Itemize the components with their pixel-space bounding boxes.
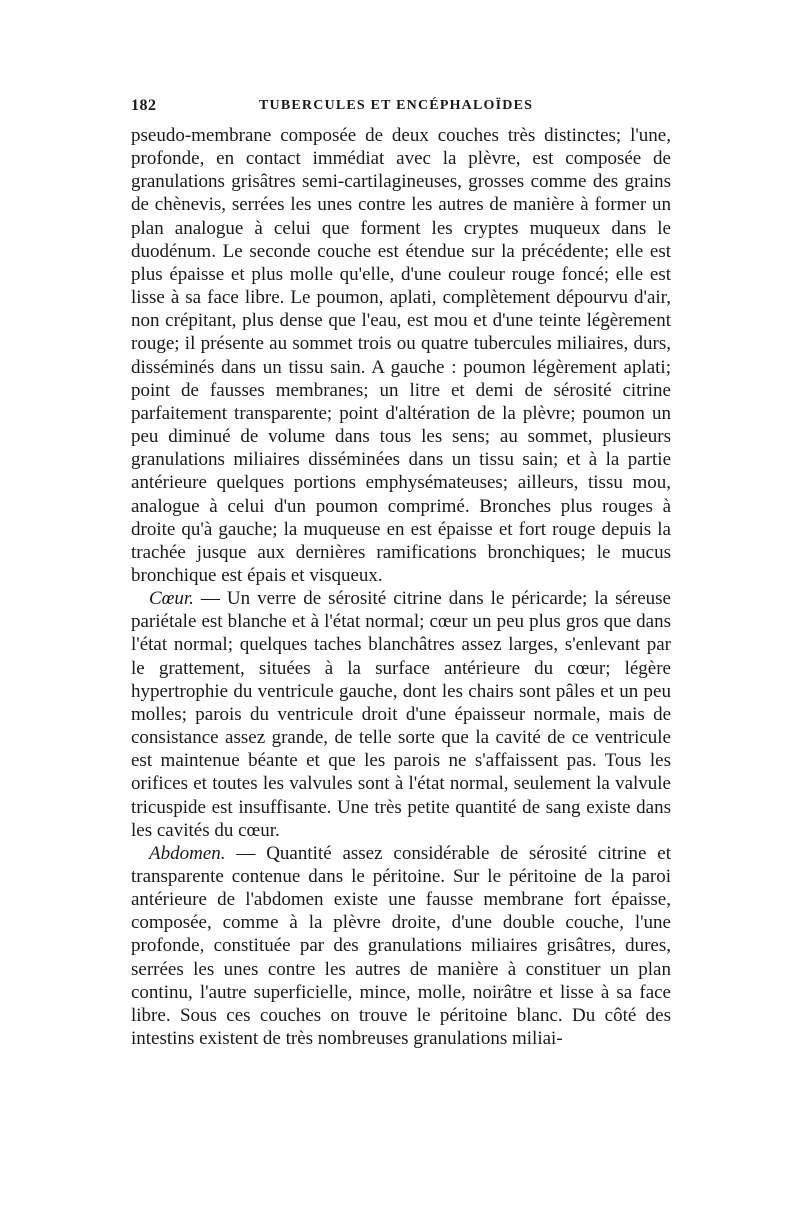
- paragraph-abdomen: [131, 842, 671, 1050]
- page-number: 182: [131, 97, 157, 114]
- paragraph-text: — Quantité assez considérable de sérosité citrine et transparente contenue dans le péritoine. Sur le péritoine de la paroi antérieure de l'abdomen existe une fausse membrane fort épaisse, composée, comme à la plèvre droite, d'une double couche, l'une profonde, constituée par des granulations miliaires grisâtres, dures, serrées les unes contre les autres de manière à constituer un plan continu, l'autre superficielle, mince, molle, noirâtre et lisse à sa face libre. Sous ces couches on trouve le péritoine blanc. Du côté des intestins existent de très nombreuses granulations miliai-: [131, 842, 671, 1050]
- paragraph-text: — Un verre de sérosité citrine dans le péricarde; la séreuse pariétale est blanche et à l'état normal; cœur un peu plus gros que dans l'état normal; quelques taches blanchâtres assez larges, s'enlevant par le grattement, situées à la surface antérieure du cœur; légère hypertrophie du ventricule gauche, dont les chairs sont pâles et un peu molles; parois du ventricule droit d'une épaisseur normale, mais de consistance assez grande, de telle sorte que la cavité de ce ventricule est maintenue béante et que les parois ne s'affaissent pas. Tous les orifices et toutes les valvules sont à l'état normal, seulement la valvule tricuspide est insuffisante. Une très petite quantité de sang existe dans les cavités du cœur.: [131, 588, 671, 841]
- paragraph-text: pseudo-membrane composée de deux couches très distinctes; l'une, profonde, en contact immédiat avec la plèvre, est composée de granulations grisâtres semi-cartilagineuses, grosses comme des grains de chènevis, serrées les unes contre les autres de manière à former un plan analogue à celui que forment les cryptes muqueux dans le duodénum. Le seconde couche est étendue sur la précédente; elle est plus épaisse et plus molle qu'elle, d'une couleur rouge foncé; elle est lisse à sa face libre. Le poumon, aplati, complètement dépourvu d'air, non crépitant, plus dense que l'eau, est mou et d'une teinte légèrement rouge; il présente au sommet trois ou quatre tubercules miliaires, durs, disséminés dans un tissu sain. A gauche : poumon légèrement aplati; point de fausses membranes; un litre et demi de sérosité citrine parfaitement transparente; point d'altération de la plèvre; poumon un peu diminué de volume dans tous les sens; au sommet, plusieurs granulations miliaires disséminées dans un tissu sain; et à la partie antérieure quelques portions emphysémateuses; ailleurs, tissu mou, analogue à celui d'un poumon comprimé. Bronches plus rouges à droite qu'à gauche; la muqueuse en est épaisse et fort rouge depuis la trachée jusque aux dernières ramifications bronchiques; le mucus bronchique est épais et visqueux.: [131, 125, 671, 586]
- section-lead-coeur: Cœur.: [149, 588, 194, 610]
- paragraph-continuation: [131, 124, 671, 587]
- section-lead-abdomen: Abdomen.: [149, 842, 226, 864]
- running-head: [131, 97, 671, 121]
- running-title: TUBERCULES ET ENCÉPHALOÏDES: [259, 98, 534, 113]
- body-text: [131, 124, 671, 1050]
- paragraph-coeur: [131, 587, 671, 842]
